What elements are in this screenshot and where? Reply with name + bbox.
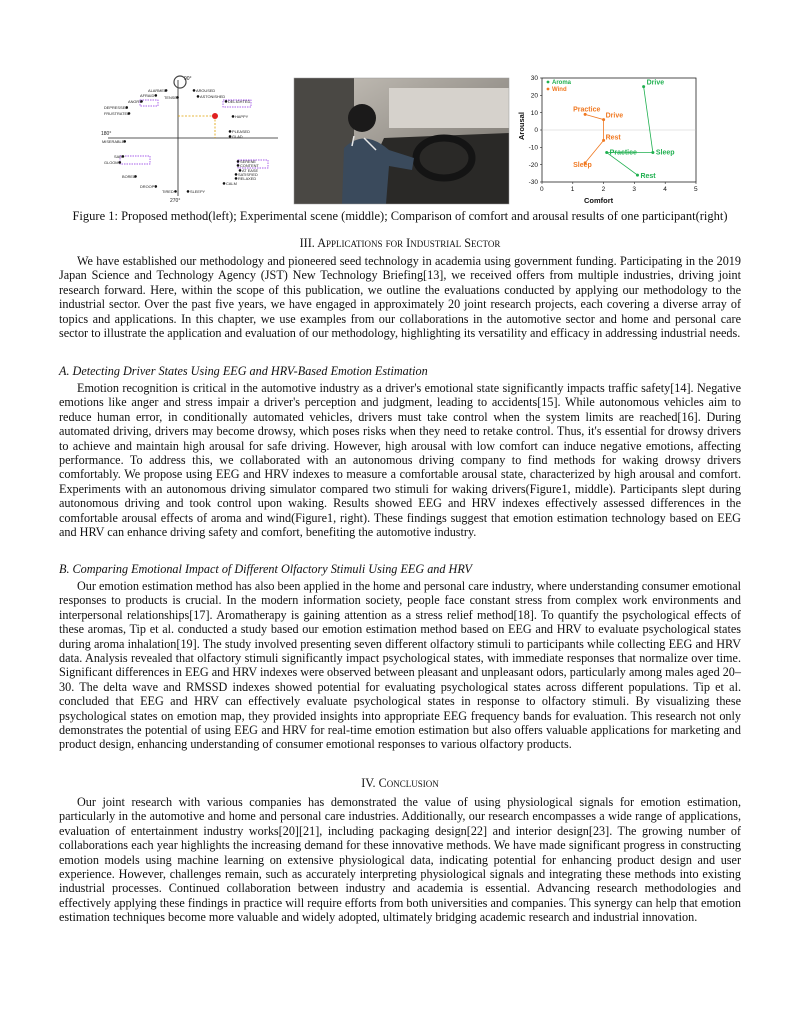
- chart-point-aroma: [605, 151, 608, 154]
- emotion-word: CALM: [226, 181, 237, 186]
- emotion-word: GLAD: [232, 134, 243, 139]
- chart-legend-marker: [547, 88, 550, 91]
- section-3-paragraph: We have established our methodology and pioneered seed technology in academia using government funding. Participating in the 2019 Japan Science and Technology Agency (JST) New Technology Briefing[13], we received offers from multiple industries, driving joint research forward. Here, within the scope of this publication, we outline the evaluations conducted by applying our methodology to the industrial sector. Over the past five years, we have engaged in approximately 20 joint research projects, each covering a diverse array of topics and applications. In this chapter, we use examples from our collaborations in the automotive sector and home and personal care sector to illustrate the application and evaluation of our methodology, highlighting its versatility and efficacy in addressing industrial needs.: [59, 254, 741, 341]
- section-b-body: [59, 579, 741, 752]
- emotion-word-dot: [197, 95, 200, 98]
- figure-1: [100, 70, 710, 208]
- emotion-word-dot: [229, 130, 232, 133]
- chart-y-tick-label: 0: [534, 127, 538, 135]
- chart-x-tick-label: 3: [632, 186, 637, 193]
- emotion-word: AFRAID: [140, 93, 155, 98]
- emotion-word: GLOOMY: [104, 160, 122, 165]
- emotion-word-dot: [229, 135, 232, 138]
- chart-point-label: Drive: [605, 112, 624, 120]
- emotion-map-left-label: 180°: [101, 131, 112, 137]
- chart-point-aroma: [642, 85, 645, 88]
- chart-y-tick-label: 30: [530, 75, 538, 83]
- section-a-heading: A. Detecting Driver States Using EEG and HRV-Based Emotion Estimation: [59, 364, 428, 378]
- chart-point-label: Rest: [640, 173, 656, 181]
- emotion-map-words: [102, 88, 259, 194]
- chart-point-label: Rest: [605, 134, 621, 142]
- section-3-heading: III. Applications for Industrial Sector: [299, 236, 501, 250]
- emotion-word: DROOPY: [140, 184, 157, 189]
- chart-series-line-aroma: [607, 87, 653, 175]
- emotion-word: SATISFIED: [238, 172, 258, 177]
- emotion-word-dot: [225, 100, 228, 103]
- chart-point-aroma: [636, 174, 639, 177]
- emotion-word-dot: [237, 160, 240, 163]
- chart-x-label: Comfort: [584, 196, 614, 205]
- emotion-word: DELIGHTED: [228, 99, 251, 104]
- chart-point-label: Sleep: [655, 149, 675, 157]
- emotion-word: SAD: [114, 154, 122, 159]
- emotion-map-highlight-point: [212, 113, 218, 119]
- chart-legend: [547, 80, 572, 93]
- chart-y-tick-label: -20: [528, 161, 538, 169]
- driver-head: [348, 104, 376, 132]
- emotion-word: ALARMED: [148, 88, 167, 93]
- experimental-scene-photo: [294, 78, 509, 204]
- emotion-word: RELAXED: [238, 176, 257, 181]
- emotion-word: PLEASED: [232, 129, 250, 134]
- chart-x-tick-label: 2: [601, 186, 606, 193]
- emotion-word: BORED: [122, 174, 136, 179]
- chart-series-line-wind: [585, 114, 603, 163]
- emotion-word-dot: [235, 177, 238, 180]
- emotion-map-diagram: [100, 72, 285, 204]
- chart-y-tick-label: -10: [528, 144, 538, 152]
- comfort-arousal-chart: [518, 70, 710, 206]
- chart-legend-marker: [547, 81, 550, 84]
- emotion-word: HAPPY: [235, 114, 249, 119]
- emotion-word: SLEEPY: [190, 189, 206, 194]
- chart-y-tick-label: 20: [530, 92, 538, 100]
- emotion-word: TENSE: [164, 95, 177, 100]
- section-b-paragraph: Our emotion estimation method has also been applied in the home and personal care industry, where understanding consumer emotional responses to products is crucial. In the modern information society, people face constant stress from complex work environments and interpersonal relationships[17]. Aromatherapy is gaining attention as a stress relief method[18]. To quantify the psychological effects of these aromas, Tip et al. conducted a study based our emotion estimation method based on EEG and HRV to evaluate psychological states during aroma inhalation[19]. The study involved presenting seven different olfactory stimuli to participants while collecting EEG and HRV data. Analysis revealed that olfactory stimuli significantly impact psychological states, with immediate responses that normalize over time. Significant differences in EEG and HRV indexes were observed between pleasant and unpleasant odors, particularly among males aged 20–30. The delta wave and RMSSD indexes showed potential for evaluating psychological states across different populations. Tip et al. concluded that EEG and HRV can effectively evaluate psychological states in response to olfactory stimuli. By visualizing these psychological states on emotion map, they provided insights into appropriate EEG frequency bands for evaluation. This research not only demonstrates the potential of using EEG and HRV for real-time emotion estimation but also offers valuable applications for marketing and product design, enhancing understanding of consumer emotional responses to various olfactory products.: [59, 579, 741, 752]
- emotion-word: ASTONISHED: [200, 94, 226, 99]
- emotion-word-dot: [237, 164, 240, 167]
- emotion-word-dot: [187, 190, 190, 193]
- emotion-map-bottom-label: 270°: [170, 198, 181, 204]
- emotion-word: ANGRY: [128, 99, 142, 104]
- emotion-map-top-label: 90°: [184, 76, 192, 82]
- emotion-word-dot: [155, 94, 158, 97]
- chart-legend-label: Aroma: [552, 80, 572, 86]
- section-3-body: [59, 254, 741, 340]
- section-b-heading: B. Comparing Emotional Impact of Different Olfactory Stimuli Using EEG and HRV: [59, 562, 472, 576]
- section-4-paragraph: Our joint research with various companies has demonstrated the value of using physiological signals for emotion estimation, particularly in the automotive and home and personal care industries. Additionally, our research encompasses a wide range of applications, evaluation of entertainment industry works[20][21], including packaging design[22] and interior design[23]. The growing number of collaborations each year highlights the increasing demand for these innovative methods. We have made significant progress in constructing emotion models using machine learning on extensive physiological data, indicating potential for enhancing product design and user experience. However, challenges remain, such as accurately interpreting physiological signals and integrating these methods into existing industrial processes. Continued collaboration between industry and academia is essential. Advancing research methodologies and effectively applying these findings in practice will require efforts from both universities and companies. This synergy can help that emotion estimation techniques become more valuable and widely adopted, ultimately bridging academic research and industrial innovation.: [59, 795, 741, 925]
- section-4-heading: IV. Conclusion: [361, 776, 439, 790]
- chart-y-label: Arousal: [517, 112, 526, 140]
- emotion-word: AT EASE: [242, 168, 259, 173]
- emotion-word-dot: [223, 182, 226, 185]
- emotion-word-dot: [174, 190, 177, 193]
- chart-x-tick-label: 1: [570, 186, 575, 193]
- chart-x-tick-label: 4: [663, 186, 667, 193]
- emotion-word: DEPRESSED: [104, 105, 128, 110]
- chart-point-label: Practice: [609, 149, 637, 157]
- chart-x-tick-label: 5: [694, 186, 698, 193]
- chart-point-aroma: [651, 151, 654, 154]
- section-4-body: [59, 795, 741, 925]
- chart-y-tick-label: -30: [528, 179, 538, 187]
- emotion-word-dot: [193, 89, 196, 92]
- section-a-body: [59, 381, 741, 539]
- chart-legend-label: Wind: [552, 87, 567, 93]
- emotion-word: AROUSED: [196, 88, 216, 93]
- emotion-word: CONTENT: [240, 163, 259, 168]
- emotion-word: TIRED: [162, 189, 174, 194]
- chart-y-tick-label: 10: [530, 109, 538, 117]
- section-a-paragraph: Emotion recognition is critical in the automotive industry as a driver's emotional state significantly impacts traffic safety[14]. Negative emotions like anger and stress impair a driver's perception and judgment, leading to accidents[15]. While autonomous vehicles aim to reduce human error, in conditionally automated vehicles, drivers must take control when the system limits are reached[16]. During automated driving, drivers may become drowsy, which poses risks when they need to retake control. Thus, it's essential for drowsy drivers to achieve and maintain high arousal for safe driving. However, high arousal with low comfort can induce negative emotions, affecting performance. To address this, we collaborated with an autonomous driving company to find methods for waking drowsy drivers comfortably. We propose using EEG and HRV indexes to measure a comfortable arousal state, characterized by high arousal and comfort. Experiments with an autonomous driving simulator compared two stimuli for waking drivers(Figure1, middle). Participants slept during autonomous driving and took control upon waking. Results showed EEG and HRV indexes effectively assessed differences in the comfortable arousal effects of aroma and wind(Figure1, right). These findings suggest that emotion estimation technology based on EEG and HRV can enhance driving safety and comfort, benefiting the automotive industry.: [59, 381, 741, 540]
- chart-point-label: Sleep: [573, 161, 592, 169]
- chart-x-tick-label: 0: [540, 186, 544, 193]
- chart-series-lines: [585, 87, 653, 175]
- emotion-word-dot: [235, 173, 238, 176]
- emotion-word: SERENE: [240, 159, 256, 164]
- figure-caption: Figure 1: Proposed method(left); Experimental scene (middle); Comparison of comfort and arousal results of one participant(right): [72, 209, 728, 223]
- emotion-word: FRUSTRATED: [104, 111, 130, 116]
- chart-point-label: Drive: [646, 79, 665, 87]
- emotion-word: MISERABLE: [102, 139, 125, 144]
- chart-point-label: Practice: [573, 106, 601, 114]
- emotion-map-box-lower-left: [120, 156, 150, 164]
- emotion-word-dot: [232, 115, 235, 118]
